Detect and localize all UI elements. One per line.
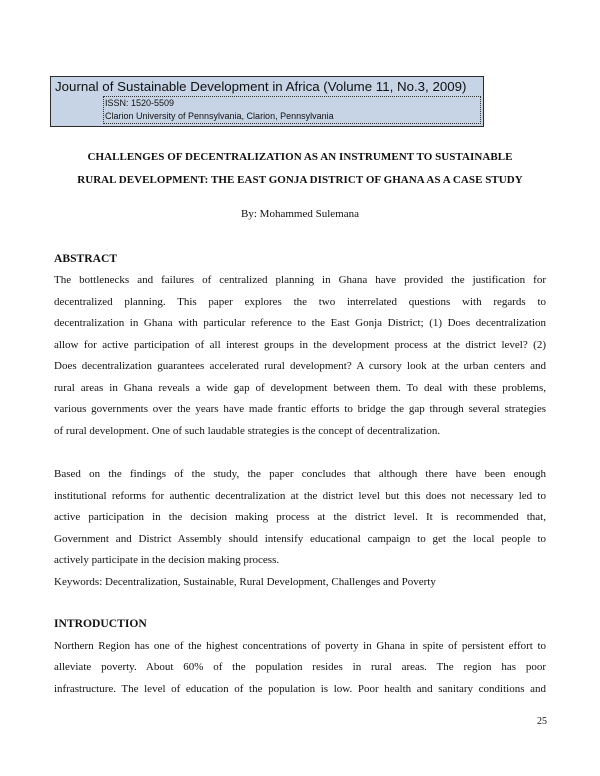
- article-title-line-1: CHALLENGES OF DECENTRALIZATION AS AN INSTRUMENT TO SUSTAINABLE: [87, 151, 513, 163]
- article-author: By: Mohammed Sulemana: [241, 208, 359, 220]
- text-line: Northern Region has one of the highest concentrations of poverty in Ghana in spite of persistent effort to: [54, 640, 546, 652]
- text-line: allow for active participation of all interest groups in the development process at the district level? (2): [54, 339, 546, 351]
- text-line: The bottlenecks and failures of centralized planning in Ghana have provided the justification for: [54, 274, 546, 286]
- text-line: infrastructure. The level of education of the population is low. Poor health and sanitary conditions and: [54, 683, 546, 695]
- text-line: alleviate poverty. About 60% of the population resides in rural areas. The region has poor: [54, 661, 546, 673]
- text-line: decentralized planning. This paper explores the two interrelated questions with regards to: [54, 296, 546, 308]
- text-line: rural areas in Ghana reveals a wide gap of development between them. To deal with these problems,: [54, 382, 546, 394]
- abstract-heading: ABSTRACT: [54, 252, 118, 265]
- text-line: of rural development. One of such laudable strategies is the concept of decentralization.: [54, 425, 441, 437]
- journal-header-box: [50, 76, 484, 127]
- journal-title: Journal of Sustainable Development in Africa (Volume 11, No.3, 2009): [55, 79, 467, 94]
- introduction-heading: INTRODUCTION: [54, 617, 147, 630]
- page-number: 25: [537, 716, 547, 727]
- text-line: Government and District Assembly should intensify educational campaign to get the local people to: [54, 533, 546, 545]
- text-line: active participation in the decision making process at the district level. It is recommended that,: [54, 511, 546, 523]
- journal-publisher: Clarion University of Pennsylvania, Clarion, Pennsylvania: [105, 111, 334, 121]
- journal-issn: ISSN: 1520-5509: [105, 98, 175, 108]
- text-line: institutional reforms for authentic decentralization at the district level but this does not necessary led to: [54, 490, 546, 502]
- text-line: Does decentralization guarantees accelerated rural development? A cursory look at the urban centers and: [54, 360, 546, 372]
- text-line: Based on the findings of the study, the paper concludes that although there have been enough: [54, 468, 546, 480]
- text-line: decentralization in Ghana with particular reference to the East Gonja District; (1) Does decentralization: [54, 317, 546, 329]
- text-line: various governments over the years have made frantic efforts to bridge the gap through several strategies: [54, 403, 546, 415]
- article-title-line-2: RURAL DEVELOPMENT: THE EAST GONJA DISTRICT OF GHANA AS A CASE STUDY: [77, 174, 523, 186]
- text-line: actively participate in the decision making process.: [54, 554, 280, 566]
- journal-publication-info: [103, 96, 481, 124]
- keywords: Keywords: Decentralization, Sustainable, Rural Development, Challenges and Poverty: [54, 576, 436, 588]
